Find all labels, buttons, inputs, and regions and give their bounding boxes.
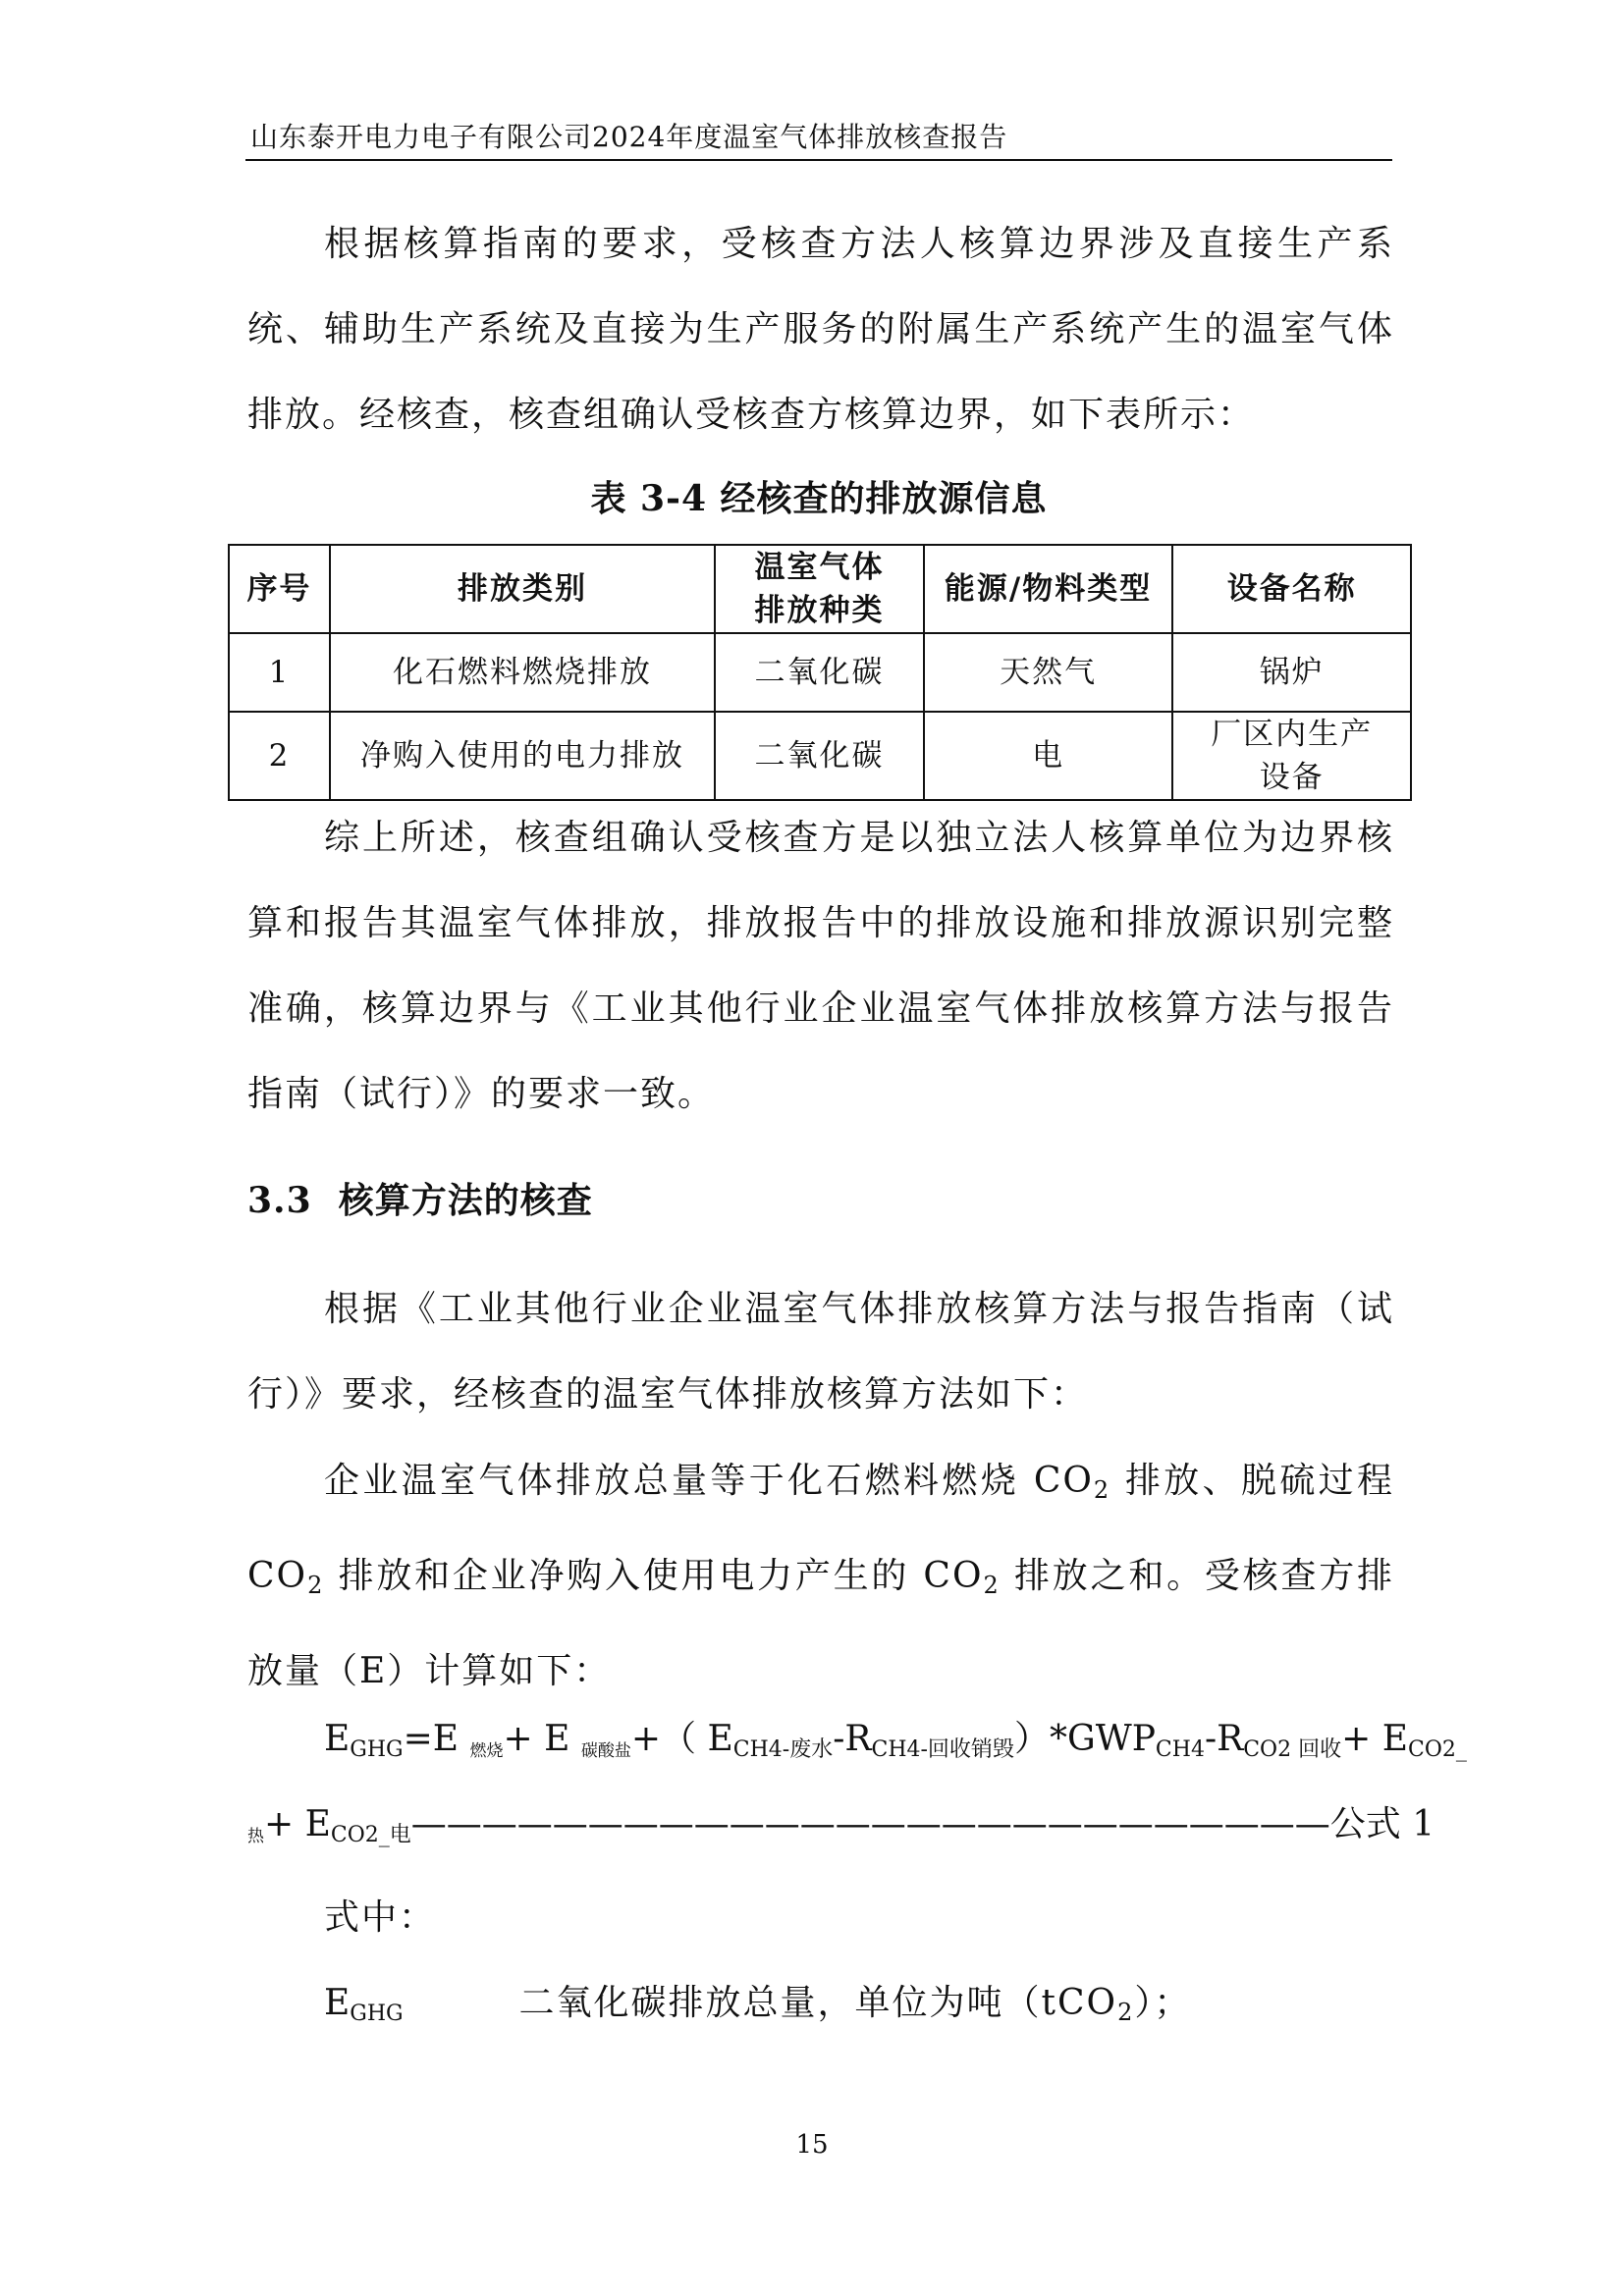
cell-energy: 电 [924,712,1173,800]
subscript: 燃烧 [469,1741,504,1761]
subscript: 2 [1093,1476,1111,1504]
symbol-main: E [324,1983,351,2023]
emission-source-table [228,544,1412,801]
formula-term: =E [403,1719,470,1759]
section-number: 3.3 [247,1180,312,1221]
definition-symbol [324,1983,404,2026]
subscript: CH4-废水 [732,1737,834,1762]
text-part: 排放之和。受核查方排放量（E）计算如下： [247,1556,1394,1691]
cell-equipment [1172,712,1411,800]
formula-leader: —————————————————————————— [410,1804,1330,1844]
cell-gas: 二氧化碳 [715,633,924,712]
header-gas [715,545,924,633]
cell-category: 化石燃料燃烧排放 [330,633,715,712]
where-label: 式中： [324,1897,437,1938]
formula-term: E [324,1719,351,1759]
formula-label: 公式 1 [1329,1804,1435,1844]
formula-term: + E [503,1719,581,1759]
cell-gas: 二氧化碳 [715,712,924,800]
table-header-row [229,545,1411,633]
formula-line-1 [324,1716,1467,1775]
text-part: 排放和企业净购入使用电力产生的 CO [324,1556,984,1596]
subscript: CO2_ [1407,1737,1467,1762]
cell-no: 2 [229,712,330,800]
text-part: 二氧化碳排放总量，单位为吨（tCO [518,1983,1118,2023]
subscript: CH4-回收销毁 [871,1737,1014,1762]
header-energy: 能源/物料类型 [924,545,1173,633]
subscript: CO2_电 [330,1823,411,1847]
paragraph-summary: 综上所述，核查组确认受核查方是以独立法人核算单位为边界核算和报告其温室气体排放，排放报告中的排放设施和排放源识别完整准确，核算边界与《工业其他行业企业温室气体排放核算方法与报告指南（试行）》的要求一致。 [247,818,1394,1114]
subscript: GHG [350,2002,404,2026]
definition-row [324,1975,1191,2026]
formula-term: + E [1341,1719,1408,1759]
formula-term: ）*GWP [1013,1719,1156,1759]
section-heading [247,1173,593,1223]
paragraph-boundary: 根据核算指南的要求，受核查方法人核算边界涉及直接生产系统、辅助生产系统及直接为生产服务的附属生产系统产生的温室气体排放。经核查，核查组确认受核查方核算边界，如下表所示： [247,224,1394,435]
cell-equipment: 锅炉 [1172,633,1411,712]
formula-term: +（ E [630,1719,733,1759]
cell-equipment-line1: 厂区内生产 [1211,717,1374,752]
subscript: 2 [1117,1999,1135,2026]
page-header: 山东泰开电力电子有限公司2024年度温室气体排放核查报告 [250,121,1008,153]
cell-equipment-line2: 设备 [1259,760,1325,795]
definition-description [518,1983,1192,2026]
header-gas-line1: 温室气体 [754,550,885,585]
formula-term: -R [833,1719,872,1759]
page-number: 15 [795,2130,829,2160]
cell-no: 1 [229,633,330,712]
section-title: 核算方法的核查 [338,1180,593,1221]
header-no: 序号 [229,545,330,633]
subscript: GHG [350,1737,404,1762]
table-row [229,633,1411,712]
subscript: 热 [247,1827,264,1846]
formula-term: -R [1204,1719,1244,1759]
subscript: 2 [983,1572,1001,1599]
paragraph-method-intro: 根据《工业其他行业企业温室气体排放核算方法与报告指南（试行）》要求，经核查的温室气体排放核算方法如下： [247,1289,1394,1415]
subscript: 碳酸盐 [580,1741,631,1761]
text-part: ）； [1134,1983,1192,2023]
table-title: 表 3-4 经核查的排放源信息 [590,478,1048,519]
subscript: 2 [307,1572,325,1599]
text-part: 排放、脱硫过程 CO [247,1461,1394,1596]
formula-line-2 [247,1801,1435,1860]
header-equipment: 设备名称 [1172,545,1411,633]
header-category: 排放类别 [330,545,715,633]
subscript: CO2 回收 [1243,1737,1342,1762]
cell-energy: 天然气 [924,633,1173,712]
text-part: 企业温室气体排放总量等于化石燃料燃烧 CO [324,1461,1094,1501]
header-gas-line2: 排放种类 [754,593,885,628]
table-row [229,712,1411,800]
subscript: CH4 [1155,1737,1205,1762]
paragraph-total-emission [247,1438,1394,1714]
header-divider [245,159,1392,161]
formula-term: + E [264,1804,331,1844]
cell-category: 净购入使用的电力排放 [330,712,715,800]
